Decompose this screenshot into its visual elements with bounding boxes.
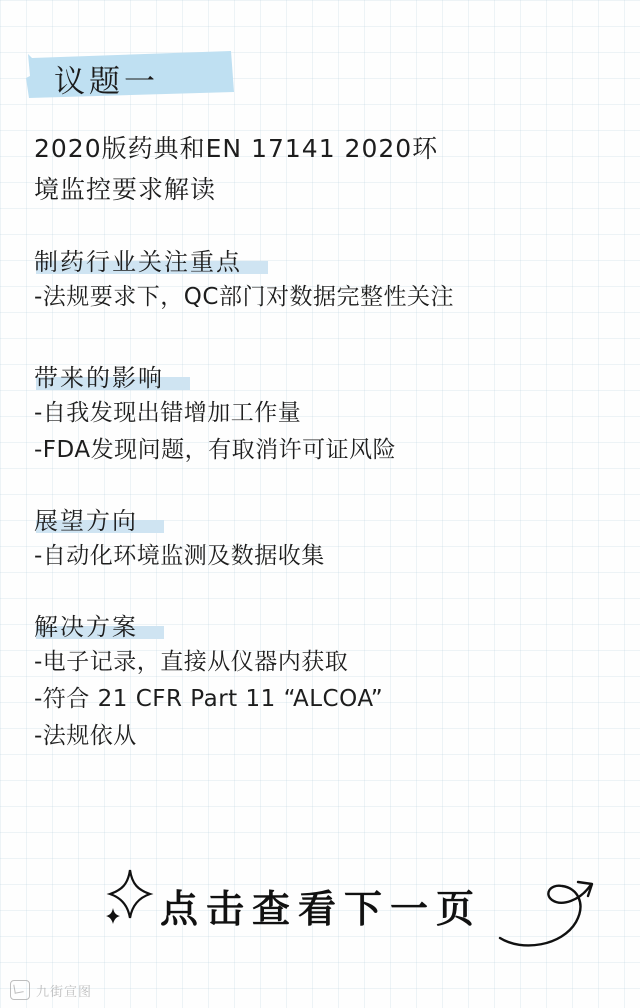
- heading-label: 带来的影响: [34, 364, 164, 392]
- list-item: -法规依从: [34, 723, 137, 749]
- page-title: 议题一: [54, 64, 159, 100]
- title-banner: [26, 48, 238, 102]
- heading-label: 展望方向: [34, 507, 138, 535]
- watermark-logo-icon: [10, 980, 30, 1000]
- spacer: [34, 479, 606, 487]
- watermark: [10, 980, 92, 1000]
- list-item: -自动化环境监测及数据收集: [34, 543, 325, 569]
- note-content: [34, 128, 606, 765]
- list-item: -符合 21 CFR Part 11 “ALCOA”: [34, 686, 384, 712]
- section-heading-outlook: [34, 501, 138, 536]
- lead-line-2: 境监控要求解读: [34, 175, 217, 204]
- heading-label: 制药行业关注重点: [34, 248, 242, 276]
- lead-paragraph: [34, 128, 606, 210]
- lead-line-1: 2020版药典和EN 17141 2020环: [34, 134, 439, 163]
- cta-label: 点击查看下一页: [160, 887, 483, 931]
- section-heading-impact: [34, 358, 164, 393]
- curved-arrow-icon: [492, 872, 612, 952]
- section-outlook: [34, 487, 606, 575]
- section-heading-focus: [34, 242, 242, 277]
- list-item: -FDA发现问题，有取消许可证风险: [34, 437, 397, 463]
- section-solution: [34, 593, 606, 755]
- watermark-label: 九街宣图: [36, 984, 93, 1000]
- section-impact: [34, 344, 606, 469]
- section-heading-solution: [34, 607, 138, 642]
- list-item: -电子记录，直接从仪器内获取: [34, 649, 349, 675]
- spacer: [34, 585, 606, 593]
- next-page-cta[interactable]: [0, 862, 640, 958]
- list-item: -法规要求下，QC部门对数据完整性关注: [34, 284, 454, 310]
- list-item: -自我发现出错增加工作量: [34, 400, 302, 426]
- sparkle-icon: [104, 868, 154, 924]
- heading-label: 解决方案: [34, 613, 138, 641]
- spacer: [34, 326, 606, 344]
- section-focus: [34, 228, 606, 316]
